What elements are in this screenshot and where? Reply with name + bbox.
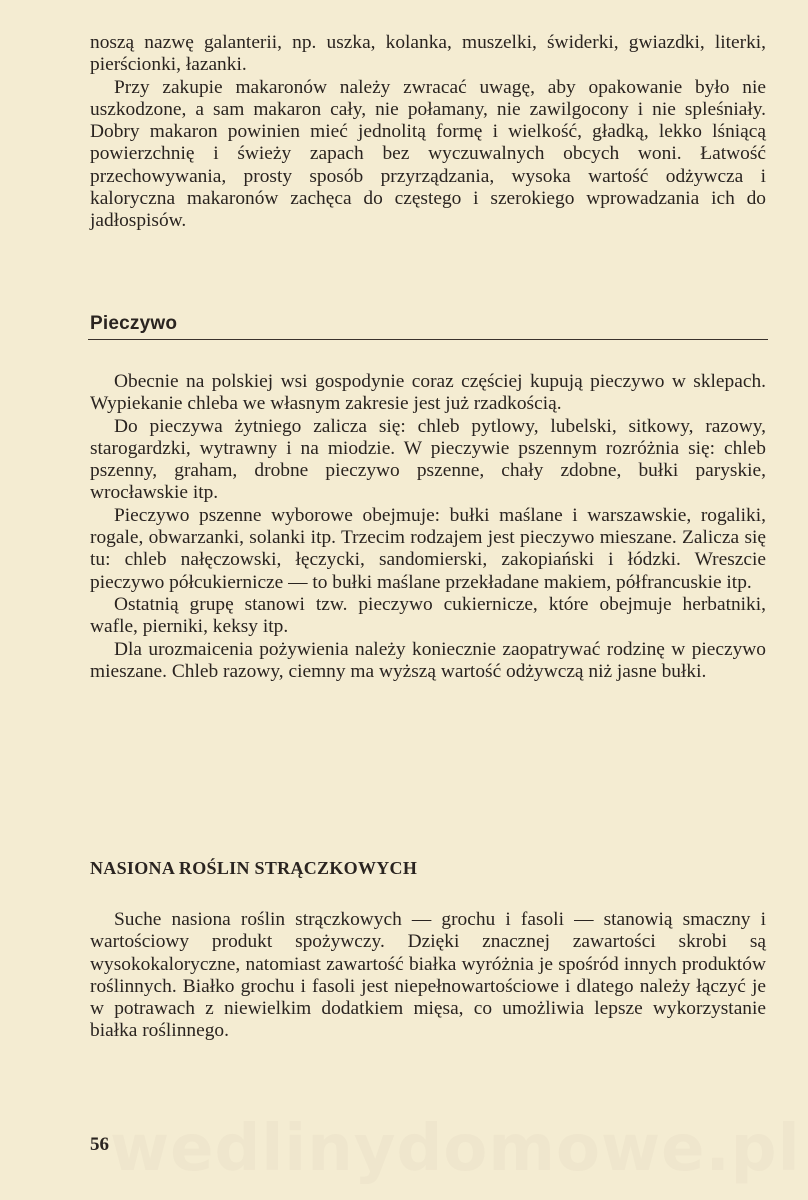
paragraph: Dla urozmaicenia pożywienia należy koniecznie zaopatrywać rodzinę w pieczywo mieszane. Chleb razowy, ciemny ma wyższą wartość odżywczą niż jasne bułki. (90, 638, 766, 682)
bread-text-block (90, 371, 766, 683)
paragraph: Ostatnią grupę stanowi tzw. pieczywo cukiernicze, które obejmuje herbatniki, wafle, pierniki, keksy itp. (90, 593, 766, 638)
paragraph: Pieczywo pszenne wyborowe obejmuje: bułki maślane i warszawskie, rogaliki, rogale, obwarzanki, solanki itp. Trzecim rodzajem jest pieczywo mieszane. Zalicza się tu: chleb nałęczowski, łęczycki, sandomierski, zakopiański i łódzki. Wreszcie pieczywo półcukiernicze — to bułki maślane przekładane makiem, półfrancuskie itp. (90, 504, 766, 593)
heading-divider (88, 339, 768, 340)
page-number: 56 (90, 1134, 109, 1155)
site-watermark: wedlinydomowe.pl (110, 1112, 801, 1186)
legumes-text-block (90, 909, 766, 1043)
section-heading-legumes: NASIONA ROŚLIN STRĄCZKOWYCH (90, 858, 418, 878)
paragraph: Przy zakupie makaronów należy zwracać uwagę, aby opakowanie było nie uszkodzone, a sam makaron cały, nie połamany, nie zawilgocony i nie spleśniały. Dobry makaron powinien mieć jednolitą formę i wielkość, gładką, lekko lśniącą powierzchnię i świeży zapach bez wyczuwalnych obcych woni. Łatwość przechowywania, prosty sposób przyrządzania, wysoka wartość odżywcza i kaloryczna makaronów zachęca do częstego i szerokiego wprowadzania ich do jadłospisów. (90, 76, 766, 232)
paragraph: noszą nazwę galanterii, np. uszka, kolanka, muszelki, świderki, gwiazdki, literki, pierścionki, łazanki. (90, 32, 766, 76)
paragraph: Obecnie na polskiej wsi gospodynie coraz częściej kupują pieczywo w sklepach. Wypiekanie chleba we własnym zakresie jest już rzadkością. (90, 371, 766, 415)
paragraph: Do pieczywa żytniego zalicza się: chleb pytlowy, lubelski, sitkowy, razowy, starogardzki, wytrawny i na miodzie. W pieczywie pszennym rozróżnia się: chleb pszenny, graham, drobne pieczywo pszenne, chały zdobne, bułki paryskie, wrocławskie itp. (90, 415, 766, 504)
section-heading-bread: Pieczywo (90, 313, 178, 334)
top-text-block (90, 32, 766, 233)
paragraph: Suche nasiona roślin strączkowych — grochu i fasoli — stanowią smaczny i wartościowy produkt spożywczy. Dzięki znacznej zawartości skrobi są wysokokaloryczne, natomiast zawartość białka wyróżnia je spośród innych produktów roślinnych. Białko grochu i fasoli jest niepełnowartościowe i dlatego należy łączyć je w potrawach z niewielkim dodatkiem mięsa, co umożliwia lepsze wykorzystanie białka roślinnego. (90, 909, 766, 1042)
